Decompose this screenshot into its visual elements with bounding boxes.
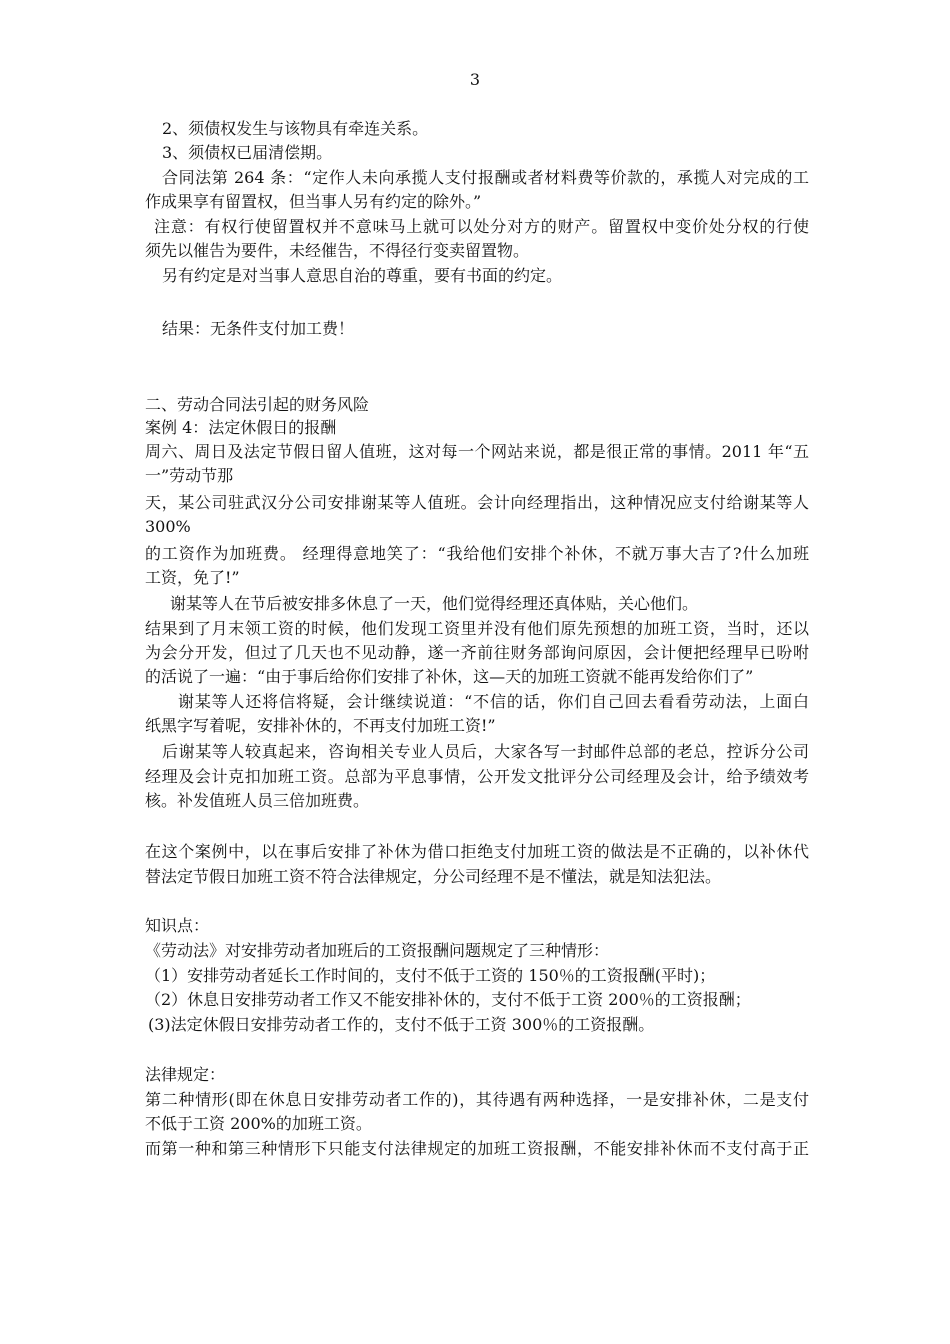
text-line: 为会分开发，但过了几天也不见动静，遂一齐前往财务部询问原因，会计便把经理早已吩咐 [145, 643, 809, 662]
section-heading: 二、劳动合同法引起的财务风险 [145, 395, 370, 414]
text-line: 核。补发值班人员三倍加班费。 [145, 791, 370, 810]
page-number: 3 [469, 70, 481, 89]
text-line: 工资，免了!” [145, 568, 240, 587]
text-line: 一”劳动节那 [145, 466, 234, 485]
text-line: 后谢某等人较真起来，咨询相关专业人员后，大家各写一封邮件总部的老总，控诉分公司 [162, 742, 809, 761]
text-line: 结果到了月末领工资的时候，他们发现工资里并没有他们原先预想的加班工资，当时，还以 [145, 619, 809, 638]
text-line: 不低于工资 200%的加班工资。 [145, 1114, 372, 1133]
text-line: 谢某等人还将信将疑，会计继续说道：“不信的话，你们自己回去看看劳动法，上面白 [178, 692, 809, 711]
text-line: 《劳动法》对安排劳动者加班后的工资报酬问题规定了三种情形： [145, 941, 610, 960]
knowledge-heading: 知识点： [145, 916, 210, 935]
list-item: （2）休息日安排劳动者工作又不能安排补休的，支付不低于工资 200％的工资报酬； [145, 990, 751, 1009]
text-line: 作成果享有留置权，但当事人另有约定的除外。” [145, 192, 482, 211]
list-item: (3)法定休假日安排劳动者工作的，支付不低于工资 300％的工资报酬。 [148, 1015, 655, 1034]
text-line: 纸黑字写着呢，安排补休的，不再支付加班工资!” [145, 716, 496, 735]
law-heading: 法律规定： [145, 1065, 226, 1084]
text-line: 的活说了一遍：“由于事后给你们安排了补休，这—天的加班工资就不能再发给你们了” [145, 667, 754, 686]
text-line: 须先以催告为要件，未经催告，不得径行变卖留置物。 [145, 241, 530, 260]
list-item: （1）安排劳动者延长工作时间的，支付不低于工资的 150％的工资报酬(平时)； [145, 966, 716, 985]
text-line: 注意：有权行使留置权并不意味马上就可以处分对方的财产。留置权中变价处分权的行使 [154, 217, 809, 236]
text-line: 天，某公司驻武汉分公司安排谢某等人值班。会计向经理指出，这种情况应支付给谢某等人 [145, 493, 809, 512]
text-line: 3、须债权已届清偿期。 [162, 143, 333, 162]
text-line: 经理及会计克扣加班工资。总部为平息事情，公开发文批评分公司经理及会计，给予绩效考 [145, 767, 809, 786]
text-line: 第二种情形(即在休息日安排劳动者工作的)，其待遇有两种选择，一是安排补休，二是支付 [145, 1090, 809, 1109]
text-line: 300% [145, 517, 191, 536]
text-line: 谢某等人在节后被安排多休息了一天，他们觉得经理还真体贴，关心他们。 [170, 594, 699, 613]
text-line: 2、须债权发生与该物具有牵连关系。 [162, 119, 429, 138]
text-line: 而第一种和第三种情形下只能支付法律规定的加班工资报酬，不能安排补休而不支付高于正 [145, 1139, 809, 1158]
text-line: 的工资作为加班费。 经理得意地笑了：“我给他们安排个补休，不就万事大吉了?什么加班 [145, 544, 809, 563]
text-line: 替法定节假日加班工资不符合法律规定，分公司经理不是不懂法，就是知法犯法。 [145, 867, 722, 886]
text-line: 在这个案例中，以在事后安排了补休为借口拒绝支付加班工资的做法是不正确的，以补休代 [145, 842, 809, 861]
result-line: 结果：无条件支付加工费！ [162, 319, 355, 338]
text-line: 另有约定是对当事人意思自治的尊重，要有书面的约定。 [162, 266, 563, 285]
text-line: 合同法第 264 条：“定作人未向承揽人支付报酬或者材料费等价款的，承揽人对完成的工 [162, 168, 809, 187]
case-title: 案例 4：法定休假日的报酬 [145, 418, 337, 437]
text-line: 周六、周日及法定节假日留人值班，这对每一个网站来说，都是很正常的事情。2011 年“五 [145, 442, 809, 461]
